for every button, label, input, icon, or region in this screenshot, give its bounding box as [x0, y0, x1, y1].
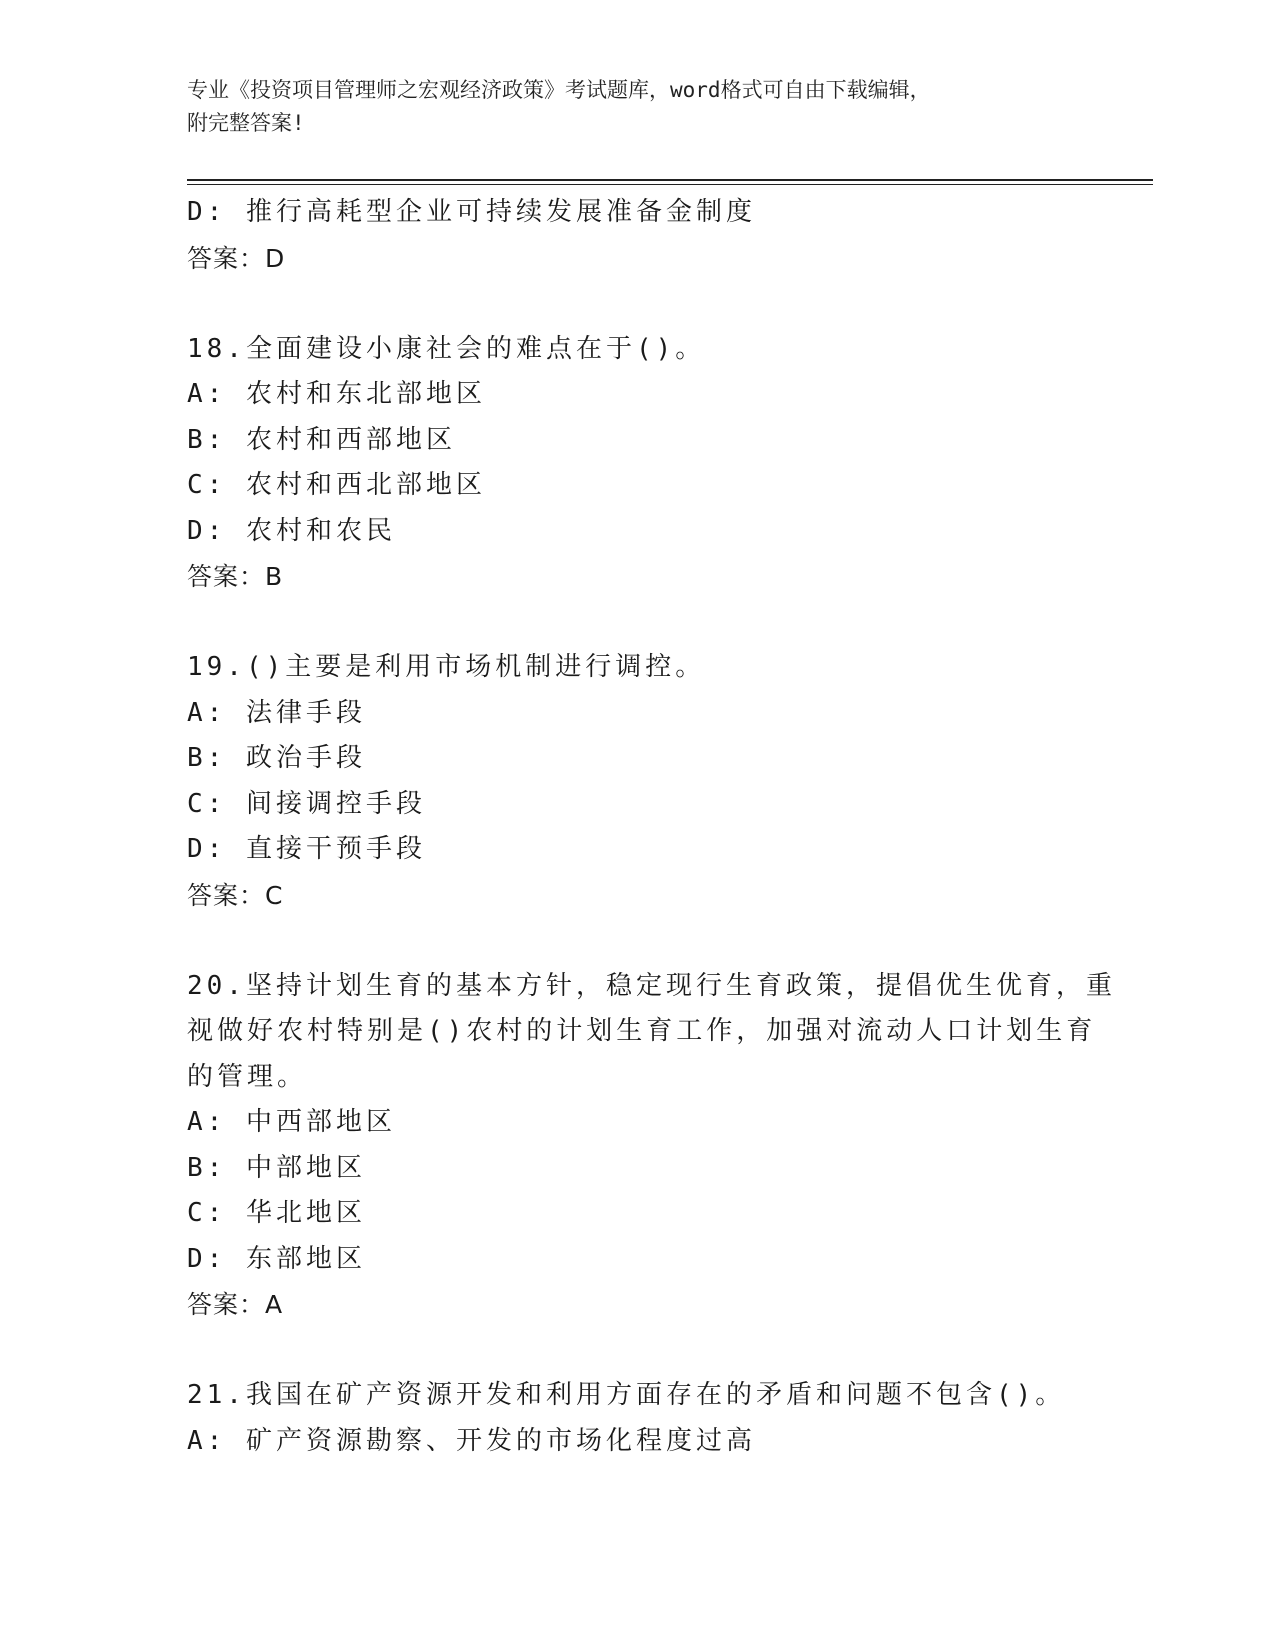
option-d: D: 推行高耗型企业可持续发展准备金制度: [187, 197, 756, 227]
question-18: [187, 327, 1087, 600]
question-stem: 18.全面建设小康社会的难点在于()。: [187, 333, 706, 364]
answer-line: 答案：D: [187, 243, 286, 273]
answer-line: 答案：C: [187, 880, 284, 910]
question-stem-line-1: 20.坚持计划生育的基本方针，稳定现行生育政策，提倡优生优育，重: [187, 970, 1116, 1001]
option-a: A: 中西部地区: [187, 1107, 396, 1137]
option-a: A: 农村和东北部地区: [187, 379, 486, 409]
question-20: [187, 964, 1116, 1328]
header-line-2: 附完整答案!: [187, 111, 305, 135]
option-b: B: 政治手段: [187, 743, 366, 773]
option-d: D: 直接干预手段: [187, 834, 426, 864]
question-stem-line-3: 的管理。: [187, 1061, 308, 1092]
option-d: D: 东部地区: [187, 1243, 366, 1274]
header-divider-thin: [187, 184, 1153, 185]
question-17: [187, 190, 1087, 281]
option-a: A: 矿产资源勘察、开发的市场化程度过高: [187, 1425, 756, 1456]
header-divider-thick: [187, 179, 1153, 181]
option-b: B: 农村和西部地区: [187, 424, 456, 455]
option-a: A: 法律手段: [187, 697, 366, 728]
option-c: C: 农村和西北部地区: [187, 470, 486, 500]
answer-line: 答案：A: [187, 1290, 284, 1319]
question-21: [187, 1373, 1087, 1464]
answer-line: 答案：B: [187, 562, 284, 591]
header-line-1: 专业《投资项目管理师之宏观经济政策》考试题库，word格式可自由下载编辑，: [187, 78, 931, 102]
document-header: [187, 74, 1087, 140]
option-d: D: 农村和农民: [187, 515, 396, 546]
question-stem-line-2: 视做好农村特别是()农村的计划生育工作，加强对流动人口计划生育: [187, 1016, 1097, 1046]
option-c: C: 间接调控手段: [187, 788, 426, 819]
question-19: [187, 645, 1087, 918]
option-c: C: 华北地区: [187, 1198, 366, 1228]
question-stem: 19.()主要是利用市场机制进行调控。: [187, 652, 706, 682]
question-list: [187, 190, 1116, 1464]
option-b: B: 中部地区: [187, 1152, 366, 1183]
question-stem: 21.我国在矿产资源开发和利用方面存在的矛盾和问题不包含()。: [187, 1380, 1066, 1410]
